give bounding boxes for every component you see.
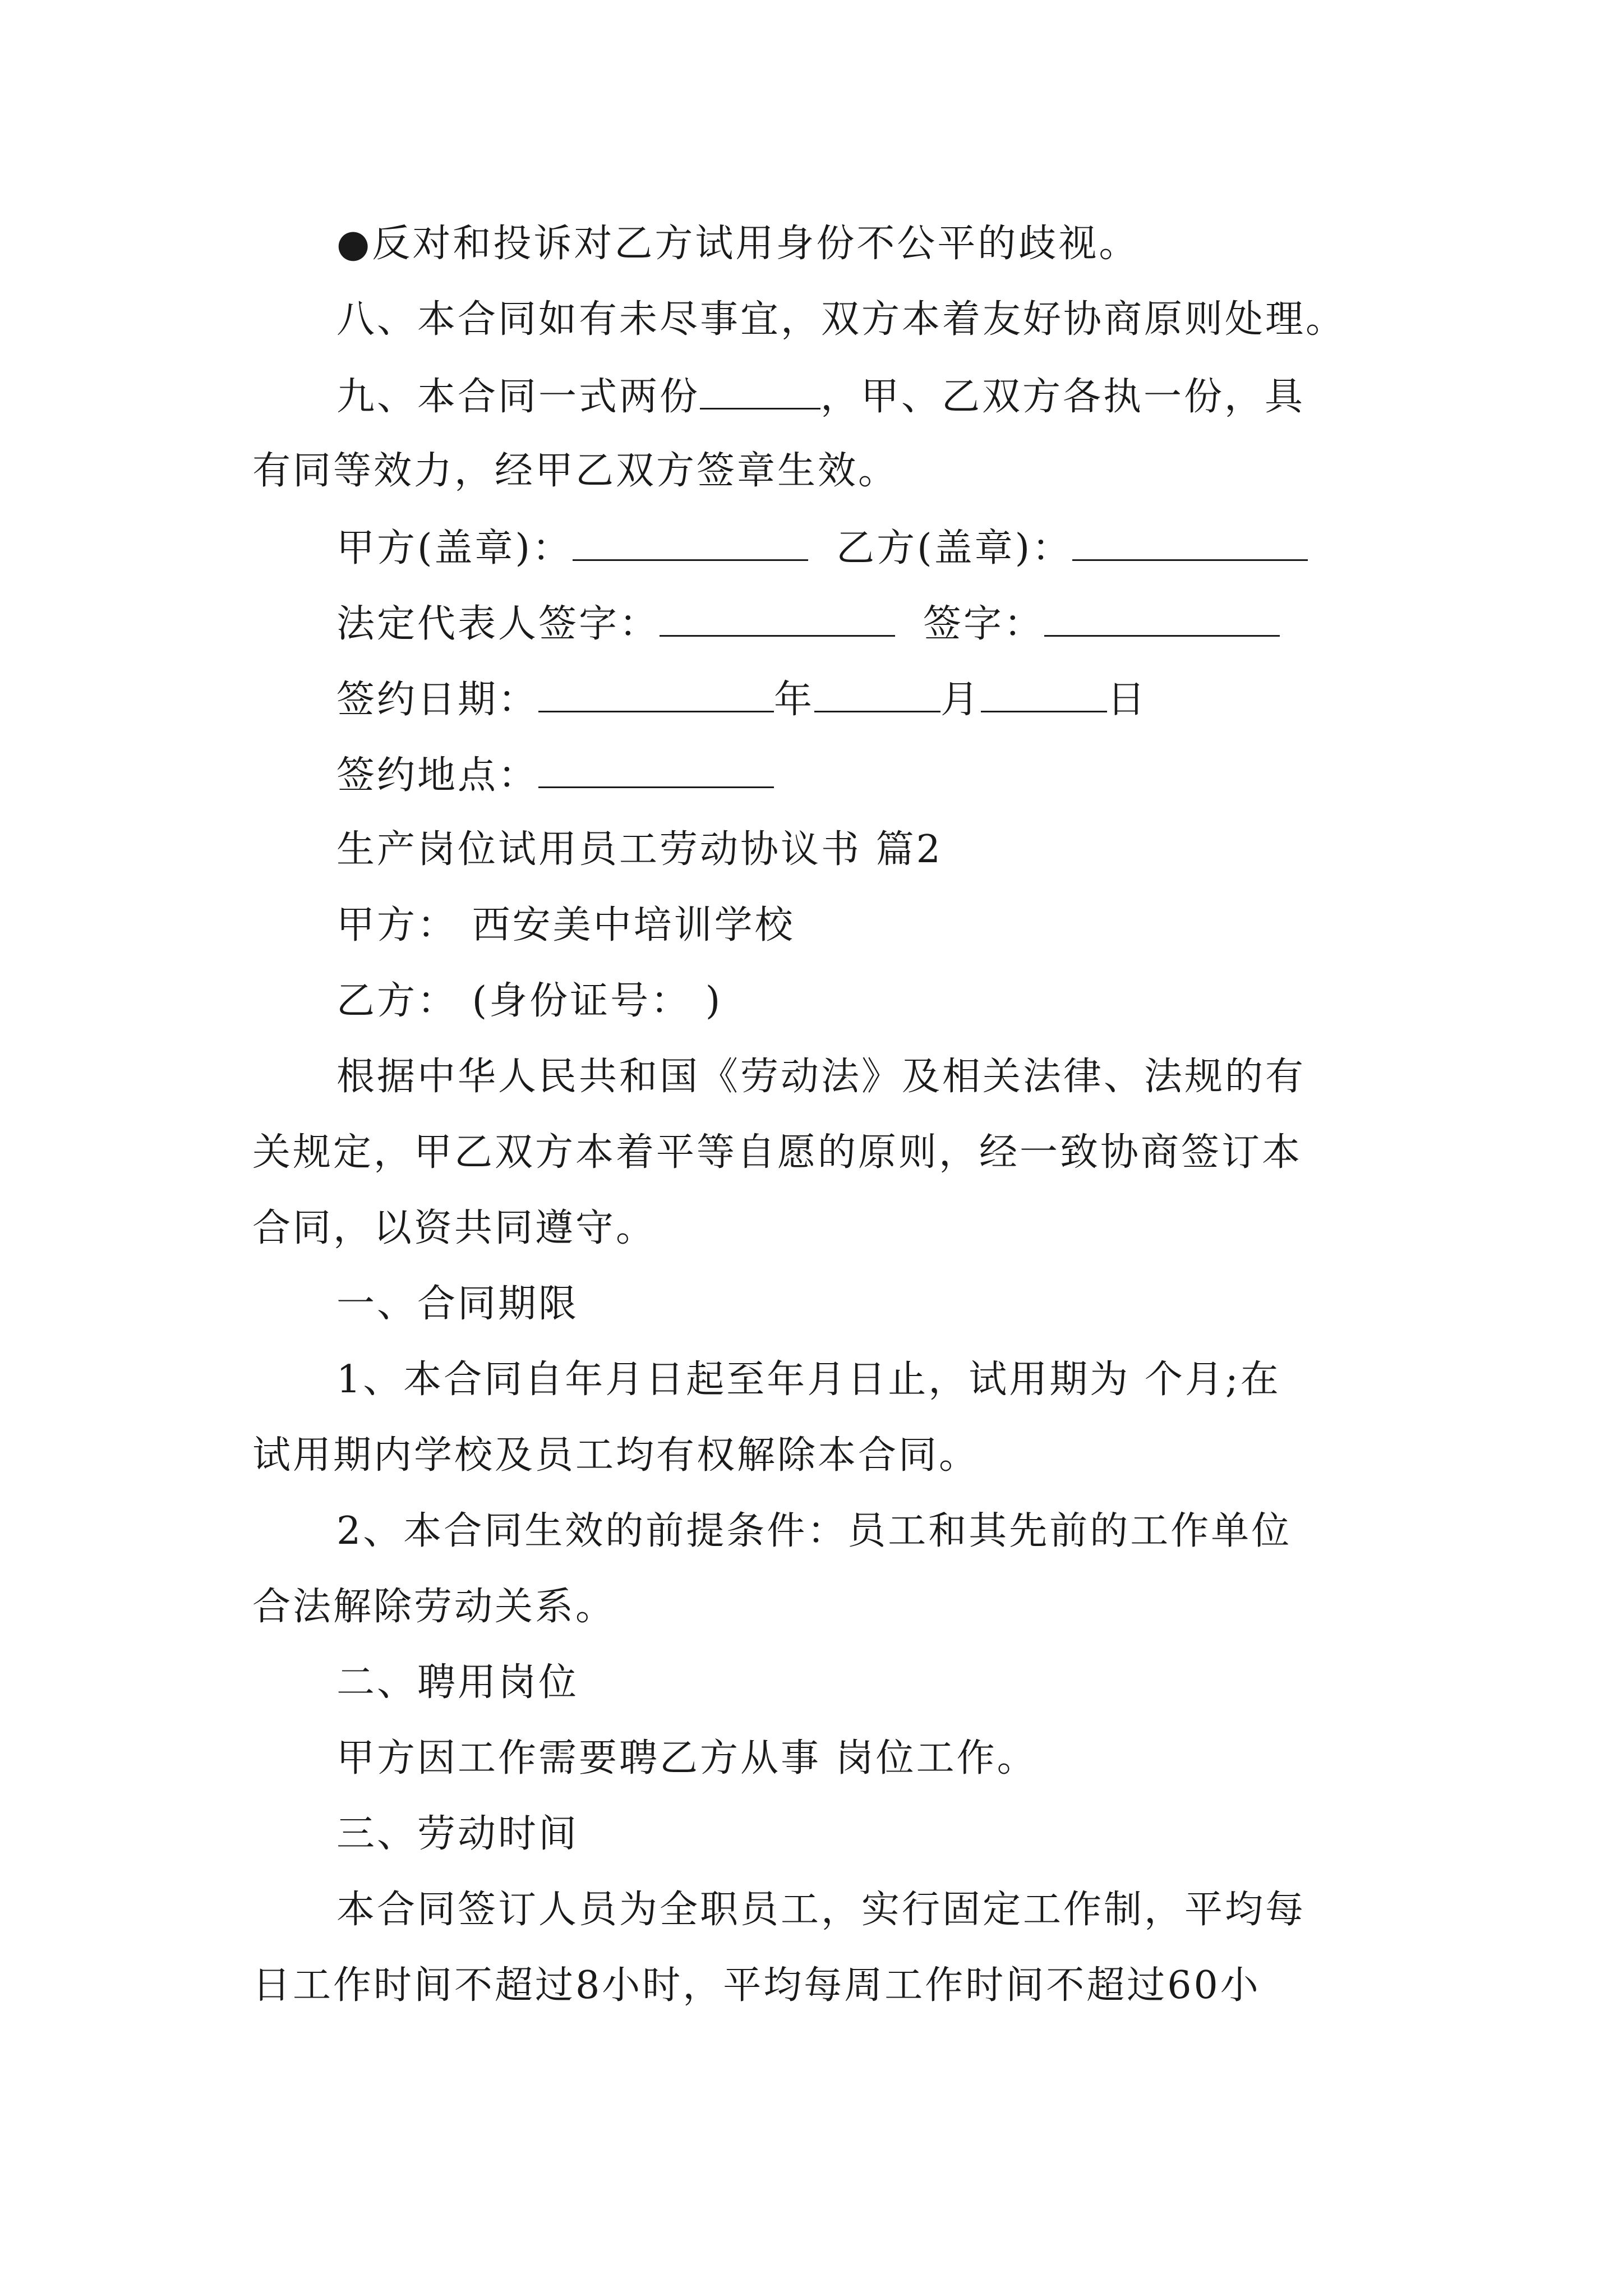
seal-line: [336, 524, 1308, 571]
line-text: 日工作时间不超过8小时，平均每周工作时间不超过60小: [252, 1963, 1261, 2008]
year-label: 年: [774, 678, 815, 722]
line-text: 合法解除劳动关系。: [252, 1585, 616, 1629]
heading-working-hours: [336, 1812, 579, 1857]
line-text: ，甲、乙双方各执一份，具: [820, 375, 1306, 419]
term-item-1-continued: [252, 1433, 979, 1478]
year-blank: [538, 676, 774, 712]
copies-blank: [700, 373, 820, 409]
signing-place-label: 签约地点：: [336, 753, 539, 798]
signature-blank: [1044, 600, 1280, 637]
line-text: 生产岗位试用员工劳动协议书 篇2: [336, 827, 943, 872]
party-b-seal-label: 乙方(盖章)：: [836, 526, 1073, 570]
clause-eight: [336, 297, 1346, 342]
preamble-line-1: [336, 1055, 1306, 1099]
signing-date-line: [336, 676, 1147, 723]
party-a-line: [336, 903, 795, 948]
signing-place-blank: [538, 752, 774, 788]
preamble-line-2: [252, 1130, 1302, 1175]
line-text: 甲方： 西安美中培训学校: [336, 903, 795, 947]
line-text: 2、本合同生效的前提条件：员工和其先前的工作单位: [336, 1509, 1292, 1553]
party-a-seal-blank: [573, 524, 808, 561]
line-text: 三、劳动时间: [336, 1812, 579, 1856]
day-blank: [981, 676, 1107, 712]
legal-rep-signature-blank: [660, 600, 895, 637]
party-b-line: [336, 979, 722, 1024]
section-title: [336, 827, 943, 872]
term-item-2: [336, 1509, 1292, 1554]
clause-nine-continued: [252, 449, 898, 494]
line-text: 二、聘用岗位: [336, 1660, 579, 1705]
working-hours-line-1: [336, 1888, 1306, 1932]
day-label: 日: [1107, 678, 1148, 722]
line-text: 有同等效力，经甲乙双方签章生效。: [252, 449, 899, 493]
month-label: 月: [940, 678, 981, 722]
signing-date-label: 签约日期：: [336, 678, 539, 722]
heading-contract-term: [336, 1282, 579, 1327]
signature-label: 签字：: [923, 602, 1045, 646]
line-text: 根据中华人民共和国《劳动法》及相关法律、法规的有: [336, 1055, 1306, 1099]
heading-position: [336, 1660, 579, 1705]
line-text: ●反对和投诉对乙方试用身份不公平的歧视。: [336, 222, 1140, 266]
signature-line: [336, 600, 1280, 647]
line-text: 一、合同期限: [336, 1282, 579, 1326]
working-hours-line-2: [252, 1963, 1261, 2008]
position-text: [336, 1736, 1038, 1781]
line-text: 乙方： (身份证号： ): [336, 979, 723, 1023]
party-b-seal-blank: [1072, 524, 1308, 561]
preamble-line-3: [252, 1206, 656, 1251]
signing-place-line: [336, 752, 774, 798]
party-a-seal-label: 甲方(盖章)：: [336, 526, 573, 570]
line-text: 八、本合同如有未尽事宜，双方本着友好协商原则处理。: [336, 297, 1347, 342]
line-text: 合同，以资共同遵守。: [252, 1206, 657, 1250]
term-item-1: [336, 1358, 1281, 1402]
clause-nine: [336, 373, 1305, 420]
line-text: 关规定，甲乙双方本着平等自愿的原则，经一致协商签订本: [252, 1130, 1303, 1175]
line-text: 试用期内学校及员工均有权解除本合同。: [252, 1433, 980, 1478]
legal-rep-signature-label: 法定代表人签字：: [336, 602, 660, 646]
term-item-2-continued: [252, 1585, 616, 1630]
line-text: 九、本合同一式两份: [336, 375, 700, 419]
line-text: 本合同签订人员为全职员工，实行固定工作制，平均每: [336, 1888, 1306, 1932]
month-blank: [814, 676, 940, 712]
clause-bullet-line: [336, 222, 1139, 266]
line-text: 1、本合同自年月日起至年月日止，试用期为 个月;在: [336, 1358, 1281, 1402]
line-text: 甲方因工作需要聘乙方从事 岗位工作。: [336, 1736, 1038, 1780]
